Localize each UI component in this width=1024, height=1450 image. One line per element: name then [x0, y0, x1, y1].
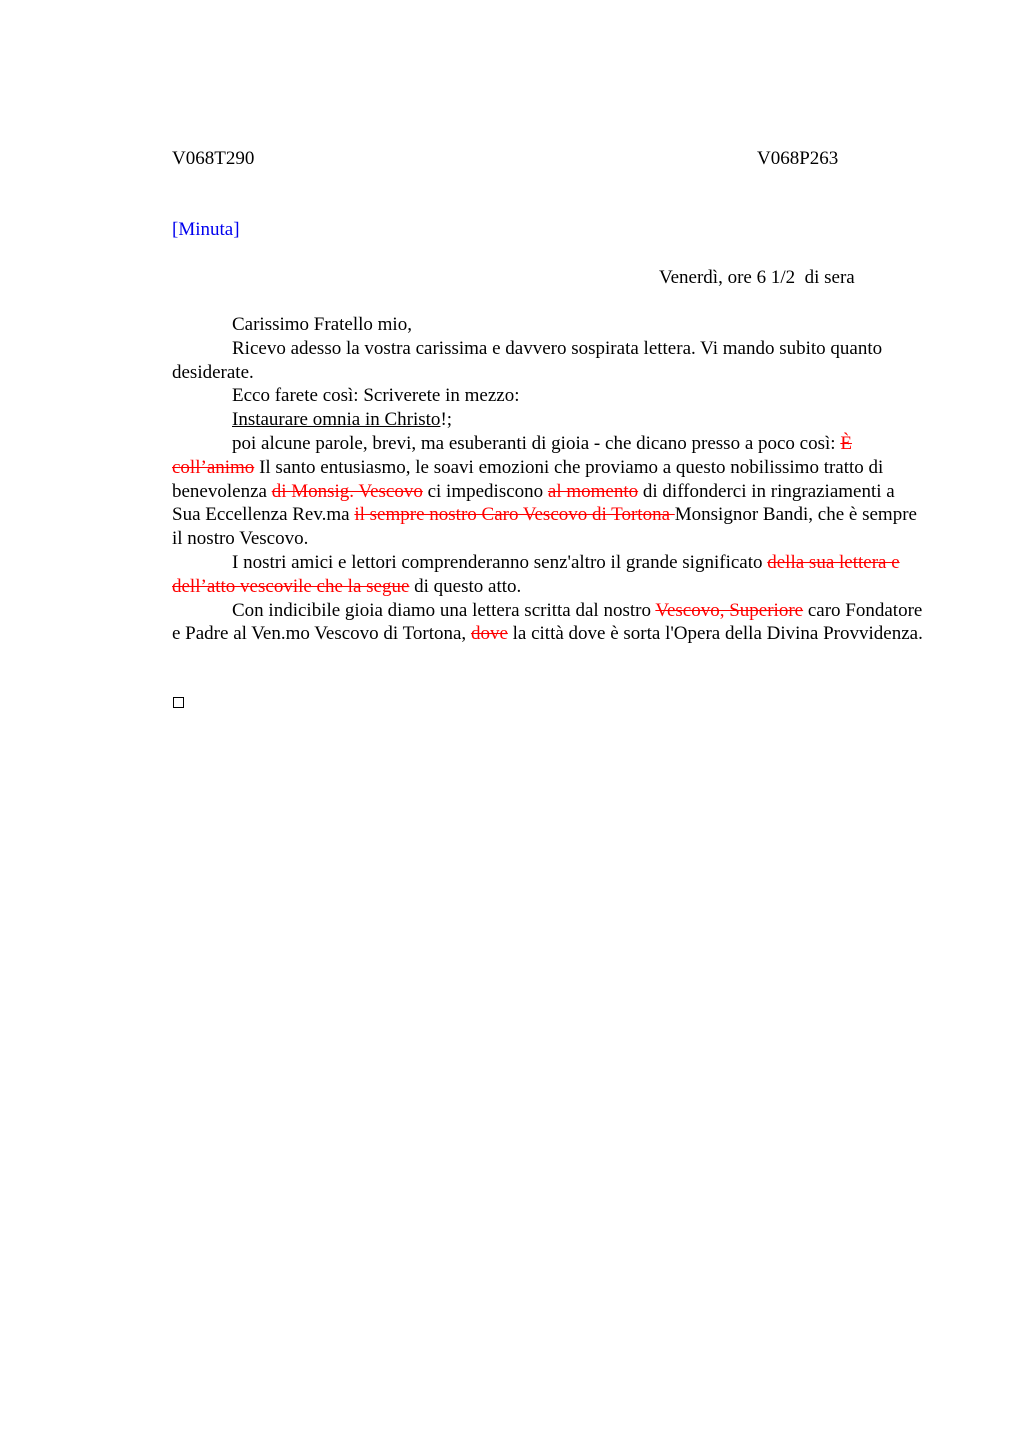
text-run: I nostri amici e lettori comprenderanno senz'altro il grande significato	[232, 551, 768, 573]
letter-dateline: Venerdì, ore 6 1/2 di sera	[659, 267, 855, 288]
deleted-text: Vescovo, Superiore	[655, 599, 804, 621]
deleted-text: di Monsig. Vescovo	[271, 480, 423, 502]
paragraph-instructions: Ecco farete così: Scriverete in mezzo:	[232, 385, 520, 407]
text-run: Monsignor Bandi, che è sempre il nostro Vescovo.	[172, 504, 917, 550]
text-run: di diffonderci in ringraziamenti a Sua Eccellenza Rev.ma	[172, 480, 895, 526]
deleted-text: È coll’animo	[172, 432, 852, 478]
deleted-text: al momento	[547, 480, 639, 502]
minuta-note: [Minuta]	[172, 219, 240, 240]
text-run: la città dove è sorta l'Opera della Divina Provvidenza.	[507, 623, 923, 645]
paragraph-readers	[172, 551, 924, 599]
motto-punctuation: !;	[440, 409, 453, 431]
volume-code: V068T290	[172, 148, 255, 169]
text-run: Il santo entusiasmo, le soavi emozioni che proviamo a questo nobilissimo tratto di benevolenza	[172, 456, 884, 502]
paragraph-receipt: Ricevo adesso la vostra carissima e davvero sospirata lettera. Vi mando subito quanto desiderate.	[172, 337, 883, 383]
paragraph-announcement	[172, 432, 924, 551]
deleted-text: dove	[470, 623, 508, 645]
paragraph-founder-letter	[172, 599, 924, 647]
letter-body	[172, 313, 924, 646]
page-code: V068P263	[757, 148, 839, 169]
text-run: caro Fondatore e Padre al Ven.mo Vescovo di Tortona,	[172, 599, 923, 645]
text-run: poi alcune parole, brevi, ma esuberanti di gioia - che dicano presso a poco così:	[232, 432, 841, 454]
deleted-text: il sempre nostro Caro Vescovo di Tortona	[354, 504, 675, 526]
text-run: Con indicibile gioia diamo una lettera scritta dal nostro	[232, 599, 656, 621]
empty-square-glyph	[173, 697, 184, 708]
deleted-text: della sua lettera e dell’atto vescovile che la segue	[172, 551, 900, 597]
salutation: Carissimo Fratello mio,	[232, 314, 412, 335]
paragraph-motto	[172, 408, 924, 432]
motto-text: Instaurare omnia in Christo	[232, 409, 441, 431]
text-run: ci impediscono	[422, 480, 548, 502]
text-run: di questo atto.	[409, 575, 522, 597]
